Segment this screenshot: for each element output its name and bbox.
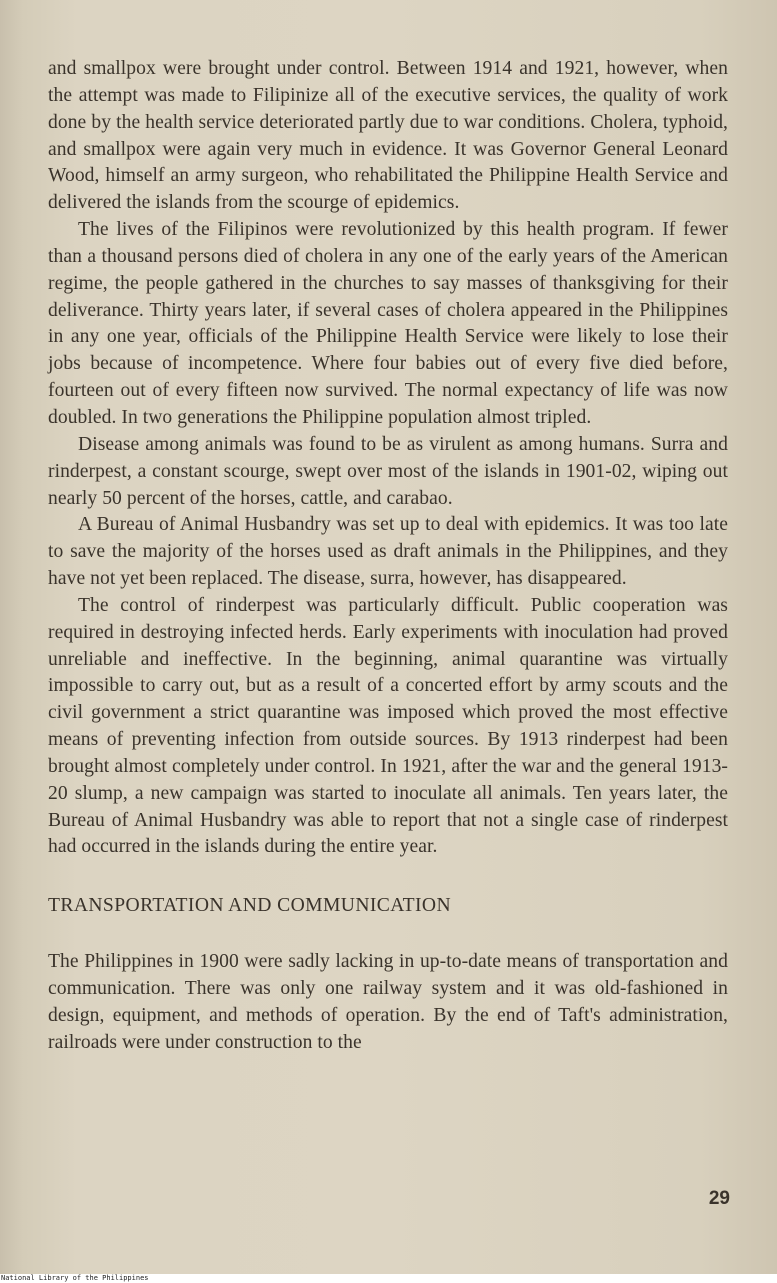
footer-bar (0, 1274, 777, 1283)
page-body (48, 56, 728, 1057)
paragraph-4: A Bureau of Animal Husbandry was set up to deal with epidemics. It was too late to save the majority of the horses used as draft animals in the Philippines, and they have not yet been replaced. The disease, surra, however, has disappeared. (48, 514, 728, 590)
library-credit: National Library of the Philippines (1, 1274, 149, 1282)
section-heading: TRANSPORTATION AND COMMUNICATION (48, 895, 452, 917)
paragraph-5: The control of rinderpest was particularly difficult. Public cooperation was required in destroying infected herds. Early experiments with inoculation had proved unreliable and ineffective. In the beginning, animal quarantine was virtually impossible to carry out, but as a result of a concerted effort by army scouts and the civil government a strict quarantine was imposed which proved the most effective means of preventing infection from outside sources. By 1913 rinderpest had been brought almost completely under control. In 1921, after the war and the general 1913-20 slump, a new campaign was started to inoculate all animals. Ten years later, the Bureau of Animal Husbandry was able to report that not a single case of rinderpest had occurred in the islands during the entire year. (48, 594, 728, 858)
paragraph-3: Disease among animals was found to be as virulent as among humans. Surra and rinderpest, a constant scourge, swept over most of the islands in 1901-02, wiping out nearly 50 percent of the horses, cattle, and carabao. (48, 433, 728, 509)
paragraph-1: and smallpox were brought under control. Between 1914 and 1921, however, when the attempt was made to Filipinize all of the executive services, the quality of work done by the health service deteriorated partly due to war conditions. Cholera, typhoid, and smallpox were again very much in evidence. It was Governor General Leonard Wood, himself an army surgeon, who rehabilitated the Philippine Health Service and delivered the islands from the scourge of epidemics. (48, 58, 728, 214)
paragraph-6: The Philippines in 1900 were sadly lacking in up-to-date means of transportation and communication. There was only one railway system and it was old-fashioned in design, equipment, and methods of operation. By the end of Taft's administration, railroads were under construction to the (48, 951, 728, 1053)
page-number: 29 (708, 1188, 730, 1209)
paragraph-2: The lives of the Filipinos were revolutionized by this health program. If fewer than a thousand persons died of cholera in any one of the early years of the American regime, the people gathered in the churches to say masses of thanksgiving for their deliverance. Thirty years later, if several cases of cholera appeared in the Philippines in any one year, officials of the Philippine Health Service were likely to lose their jobs because of incompetence. Where four babies out of every five died before, fourteen out of every fifteen now survived. The normal expectancy of life was now doubled. In two generations the Philippine population almost tripled. (48, 219, 728, 428)
